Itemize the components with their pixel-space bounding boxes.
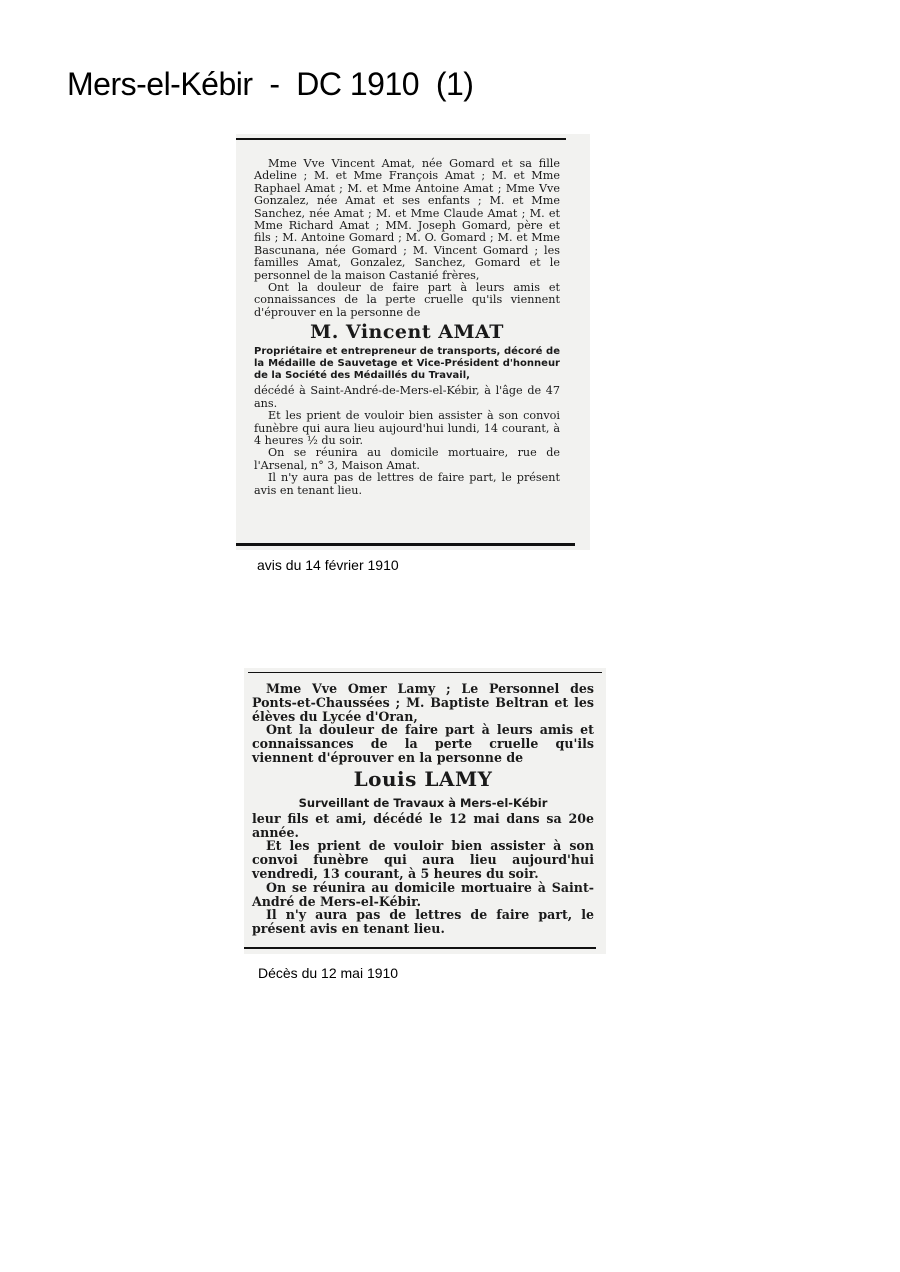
clipping-caption: avis du 14 février 1910 [257, 557, 399, 573]
deceased-name: M. Vincent AMAT [310, 321, 504, 344]
clipping-top-rule [236, 138, 566, 140]
deceased-titles: Propriétaire et entrepreneur de transports, décoré de la Médaille de Sauvetage et Vice-Président d'honneur de la Société des Médaillés du Travail, [254, 346, 560, 382]
announcement-text: Ont la douleur de faire part à leurs amis et connaissances de la perte cruelle qu'ils viennent d'éprouver en la personne de [252, 722, 594, 765]
clipping-bottom-rule [236, 543, 575, 546]
clipping-caption: Décès du 12 mai 1910 [258, 965, 399, 981]
funeral-invite: Et les prient de vouloir bien assister à son convoi funèbre qui aura lieu aujourd'hui vendredi, 13 courant, à 5 heures du soir. [252, 838, 594, 881]
death-info: leur fils et ami, décédé le 12 mai dans sa 20e année. [252, 810, 594, 840]
family-list: Mme Vve Vincent Amat, née Gomard et sa fille Adeline ; M. et Mme François Amat ; M. et Mme Raphael Amat ; M. et Mme Antoine Amat ; Mme Vve Gonzalez, née Amat et ses enfants ; M. et Mme Sanchez, née Amat ; M. et Mme Claude Amat ; M. et Mme Richard Amat ; MM. Joseph Gomard, père et fils ; M. Antoine Gomard ; M. O. Gomard ; M. et Mme Bascunana, née Gomard ; M. Vincent Gomard ; les familles Amat, Gonzalez, Sanchez, Gomard et le personnel de la maison Castanié frères, [254, 157, 560, 282]
clipping-bottom-rule [244, 947, 596, 949]
meeting-place: On se réunira au domicile mortuaire, rue de l'Arsenal, n° 3, Maison Amat. [254, 446, 560, 472]
no-letters-notice: Il n'y aura pas de lettres de faire part, le présent avis en tenant lieu. [254, 471, 560, 497]
funeral-invite: Et les prient de vouloir bien assister à son convoi funèbre qui aura lieu aujourd'hui lundi, 14 courant, à 4 heures ½ du soir. [254, 409, 560, 447]
deceased-titles: Surveillant de Travaux à Mers-el-Kébir [298, 795, 548, 810]
clipping-top-rule [248, 672, 602, 673]
obituary-clipping-lamy [244, 668, 606, 954]
meeting-place: On se réunira au domicile mortuaire à Saint-André de Mers-el-Kébir. [252, 879, 594, 909]
clipping-body [254, 158, 560, 497]
family-list: Mme Vve Omer Lamy ; Le Personnel des Ponts-et-Chaussées ; M. Baptiste Beltran et les élèves du Lycée d'Oran, [252, 681, 594, 724]
deceased-name: Louis LAMY [353, 766, 493, 791]
no-letters-notice: Il n'y aura pas de lettres de faire part, le présent avis en tenant lieu. [252, 907, 594, 937]
announcement-text: Ont la douleur de faire part à leurs amis et connaissances de la perte cruelle qu'ils viennent d'éprouver en la personne de [254, 281, 560, 319]
death-info: décédé à Saint-André-de-Mers-el-Kébir, à l'âge de 47 ans. [254, 384, 560, 410]
clipping-body [252, 682, 594, 936]
obituary-clipping-amat [236, 134, 590, 550]
page-title: Mers-el-Kébir - DC 1910 (1) [67, 66, 474, 102]
